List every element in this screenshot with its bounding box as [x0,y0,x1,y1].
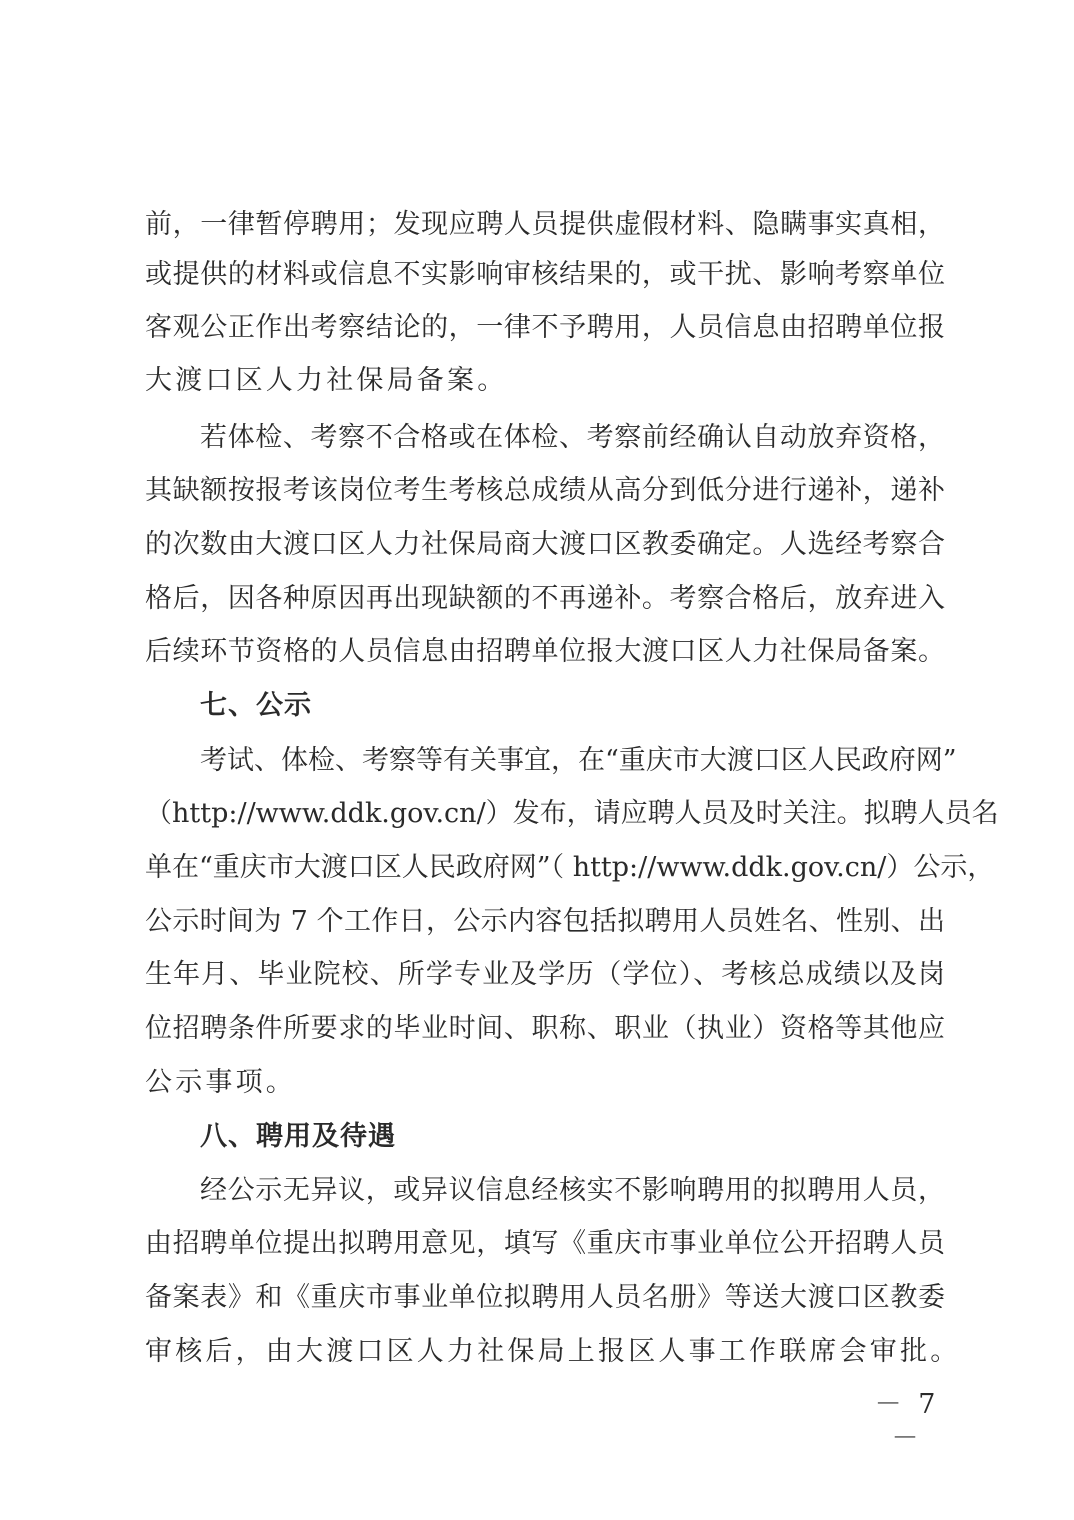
p3-line-3: 单在“重庆市大渡口区人民政府网”（ http://www.ddk.gov.cn/）公示， [145,852,995,883]
p4-line-1: 经公示无异议，或异议信息经核实不影响聘用的拟聘用人员， [200,1175,945,1206]
section-heading-publicity: 七、公示 [200,690,312,721]
p4-line-4: 审核后，由大渡口区人力社保局上报区人事工作联席会审批。 [145,1336,961,1367]
p3-line-7: 公示事项。 [145,1067,296,1098]
p4-line-3: 备案表》和《重庆市事业单位拟聘用人员名册》等送大渡口区教委 [145,1282,945,1313]
p2-line-2: 其缺额按报考该岗位考生考核总成绩从高分到低分进行递补，递补 [145,475,945,506]
p3-line-5: 生年月、毕业院校、所学专业及学历（学位）、考核总成绩以及岗 [145,959,945,990]
p1-line-3: 客观公正作出考察结论的，一律不予聘用，人员信息由招聘单位报 [145,312,945,343]
p4-line-2: 由招聘单位提出拟聘用意见，填写《重庆市事业单位公开招聘人员 [145,1228,945,1259]
p1-line-2: 或提供的材料或信息不实影响审核结果的，或干扰、影响考察单位 [145,259,945,290]
p3-line-1: 考试、体检、考察等有关事宜，在“重庆市大渡口区人民政府网” [200,745,957,776]
page-number: － 7 － [874,1389,940,1454]
p2-line-4: 格后，因各种原因再出现缺额的不再递补。考察合格后，放弃进入 [145,583,945,614]
p2-line-1: 若体检、考察不合格或在体检、考察前经确认自动放弃资格， [200,422,945,453]
p3-line-2: （http://www.ddk.gov.cn/）发布，请应聘人员及时关注。拟聘人员名 [145,798,999,829]
p3-line-4: 公示时间为 7 个工作日，公示内容包括拟聘用人员姓名、性别、出 [145,906,945,937]
p2-line-3: 的次数由大渡口区人力社保局商大渡口区教委确定。人选经考察合 [145,529,945,560]
p2-line-5: 后续环节资格的人员信息由招聘单位报大渡口区人力社保局备案。 [145,636,945,667]
p1-line-1: 前，一律暂停聘用；发现应聘人员提供虚假材料、隐瞒事实真相， [145,209,945,240]
p3-line-6: 位招聘条件所要求的毕业时间、职称、职业（执业）资格等其他应 [145,1013,945,1044]
p1-line-4: 大渡口区人力社保局备案。 [145,365,508,396]
section-heading-employment: 八、聘用及待遇 [200,1121,396,1152]
